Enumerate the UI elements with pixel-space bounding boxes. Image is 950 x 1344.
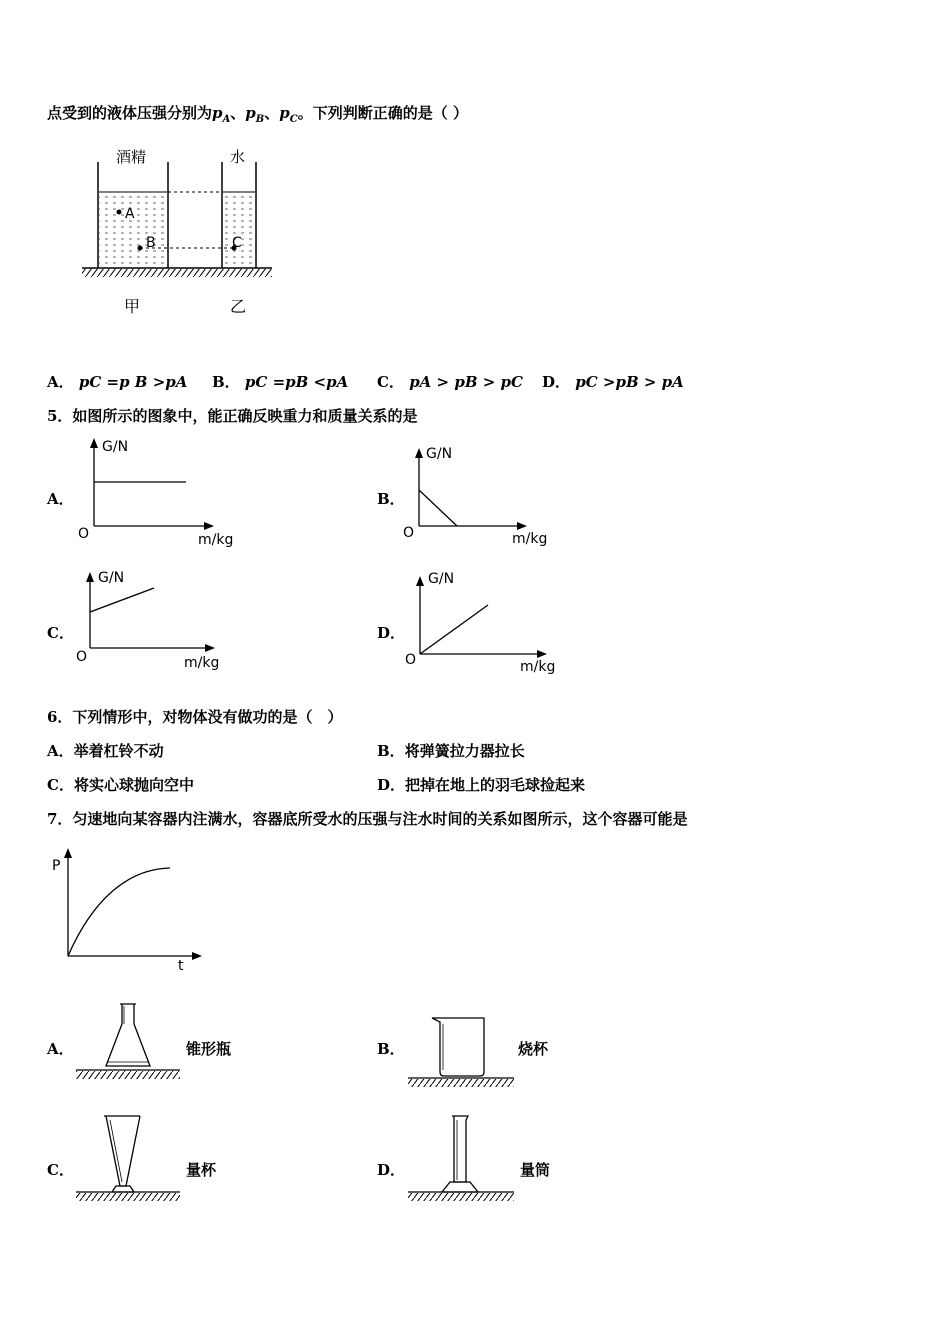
q7-option-c[interactable]: C． — [47, 1161, 74, 1179]
flask-figure — [76, 1000, 186, 1086]
q7-stem: 7．匀速地向某容器内注满水，容器底所受水的压强与注水时间的关系如图所示，这个容器可能是 — [47, 810, 688, 828]
graph-ylabel: G/N — [98, 570, 125, 586]
q6-stem: 6．下列情形中，对物体没有做功的是（ ） — [47, 708, 343, 726]
water-liquid — [223, 192, 255, 267]
option-expr: pC >pB > pA — [575, 373, 684, 391]
option-letter: C． — [47, 776, 74, 794]
graph-origin: O — [78, 526, 90, 542]
q4-option-b[interactable] — [212, 371, 348, 392]
graph-origin: O — [76, 649, 88, 665]
graph-xlabel: m/kg — [520, 659, 556, 675]
label-alcohol: 酒精 — [116, 148, 147, 166]
beaker-figure — [408, 1012, 518, 1088]
option-letter: B． — [212, 373, 240, 391]
q4-option-a[interactable] — [47, 371, 187, 392]
q4-option-d[interactable] — [542, 371, 684, 392]
option-text: 将弹簧拉力器拉长 — [404, 742, 525, 760]
q5-graph-b — [400, 442, 570, 552]
q4-stem-text: 点受到的液体压强分别为 — [47, 104, 213, 122]
sep: 、 — [230, 104, 246, 122]
graph-ylabel: G/N — [426, 446, 453, 462]
q5-graph-c — [72, 568, 232, 676]
graph-origin: O — [405, 652, 417, 668]
option-expr: pC =p B >pA — [78, 373, 188, 391]
option-letter: A． — [47, 373, 74, 391]
graph-xlabel: m/kg — [198, 532, 234, 548]
q5-option-b[interactable]: B． — [377, 490, 405, 508]
sub-b: B — [255, 114, 265, 125]
graduated-cylinder-figure — [408, 1110, 518, 1210]
graph-xlabel: m/kg — [184, 655, 220, 671]
option-letter: D． — [377, 776, 406, 794]
q5-option-d[interactable]: D． — [377, 624, 406, 642]
option-letter: B． — [377, 742, 405, 760]
option-letter: A． — [47, 742, 74, 760]
q4-option-c[interactable] — [377, 371, 523, 392]
sub-c: C — [289, 114, 298, 125]
graduated-cylinder-label: 量筒 — [520, 1161, 551, 1179]
measuring-cup-figure — [76, 1110, 186, 1210]
container-yi: 乙 — [230, 297, 247, 316]
flask-label: 锥形瓶 — [186, 1040, 232, 1058]
q6-option-b[interactable] — [377, 740, 525, 761]
q7-option-b[interactable]: B． — [377, 1040, 405, 1058]
option-expr: pA > pB > pC — [409, 373, 523, 391]
point-b-label: B — [146, 235, 156, 251]
graph-ylabel: G/N — [428, 571, 455, 587]
graph-ylabel: P — [52, 858, 61, 874]
container-jia: 甲 — [124, 297, 141, 316]
q4-stem — [47, 102, 468, 125]
option-letter: C． — [377, 373, 404, 391]
graph-origin: O — [403, 525, 415, 541]
point-a-label: A — [125, 206, 135, 222]
point-c-label: C — [232, 235, 242, 251]
q5-graph-a — [74, 436, 244, 548]
graph-ylabel: G/N — [102, 439, 129, 455]
option-letter: D． — [542, 373, 571, 391]
q5-graph-d — [402, 568, 572, 680]
q5-option-c[interactable]: C． — [47, 624, 74, 642]
sep: 、 — [264, 104, 280, 122]
label-water: 水 — [230, 148, 246, 166]
beaker-label: 烧杯 — [518, 1040, 549, 1058]
q6-option-d[interactable] — [377, 774, 585, 795]
option-text: 举着杠铃不动 — [73, 742, 164, 760]
q5-option-a[interactable]: A． — [47, 490, 74, 508]
var-p: p — [279, 104, 290, 122]
q6-option-a[interactable] — [47, 740, 164, 761]
q4-stem-tail: 。下列判断正确的是（ ） — [297, 104, 468, 122]
q5-stem: 5．如图所示的图象中，能正确反映重力和质量关系的是 — [47, 407, 418, 425]
sub-a: A — [222, 114, 231, 125]
q7-option-d[interactable]: D． — [377, 1161, 406, 1179]
measuring-cup-label: 量杯 — [186, 1161, 217, 1179]
var-p: p — [212, 104, 223, 122]
option-text: 将实心球抛向空中 — [73, 776, 194, 794]
option-expr: pC =pB <pA — [244, 373, 349, 391]
alcohol-liquid — [99, 192, 167, 267]
q6-option-c[interactable] — [47, 774, 194, 795]
q7-option-a[interactable]: A． — [47, 1040, 74, 1058]
option-text: 把掉在地上的羽毛球捡起来 — [405, 776, 586, 794]
var-p: p — [245, 104, 256, 122]
q4-container-figure — [80, 140, 280, 320]
q7-pressure-graph — [48, 844, 218, 974]
graph-xlabel: t — [178, 958, 184, 974]
graph-xlabel: m/kg — [512, 531, 548, 547]
